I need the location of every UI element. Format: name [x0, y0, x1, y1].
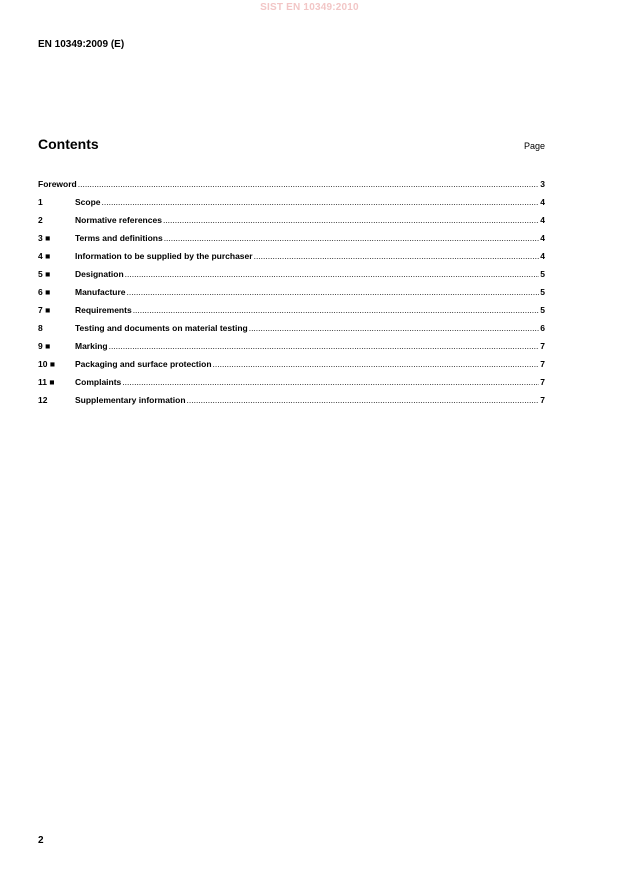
toc-entry-page: 4 — [540, 215, 545, 225]
toc-entry-number: 7 ■ — [38, 305, 51, 315]
toc-entry-page: 7 — [540, 395, 545, 405]
toc-entry-page: 6 — [540, 323, 545, 333]
contents-heading: Contents — [38, 136, 99, 152]
toc-leader-dots — [164, 229, 540, 247]
toc-entry-title: Complaints — [75, 377, 122, 387]
toc-leader-dots — [249, 319, 540, 337]
toc-entry-number: 2 — [38, 215, 43, 225]
toc-entry-title: Scope — [75, 197, 101, 207]
toc-entry-number: 10 ■ — [38, 359, 55, 369]
toc-entry-number: 1 — [38, 197, 43, 207]
toc-entry-title: Designation — [75, 269, 124, 279]
toc-entry-title: Information to be supplied by the purchaser — [75, 251, 253, 261]
toc-entry-number: 5 ■ — [38, 269, 51, 279]
toc-entry-title: Manufacture — [75, 287, 126, 297]
toc-entry-page: 4 — [540, 251, 545, 261]
toc-leader-dots — [254, 247, 540, 265]
toc-entry-supplementary-information[interactable] — [38, 391, 545, 409]
toc-entry-page: 7 — [540, 341, 545, 351]
toc-entry-testing-documents[interactable] — [38, 319, 545, 337]
page-number: 2 — [38, 835, 44, 846]
toc-entry-number: 3 ■ — [38, 233, 51, 243]
toc-entry-title: Foreword — [38, 179, 77, 189]
toc-entry-title: Marking — [75, 341, 108, 351]
toc-entry-scope[interactable] — [38, 193, 545, 211]
toc-entry-number: 9 ■ — [38, 341, 51, 351]
toc-entry-page: 7 — [540, 377, 545, 387]
toc-entry-requirements[interactable] — [38, 301, 545, 319]
toc-entry-page: 5 — [540, 269, 545, 279]
toc-leader-dots — [127, 283, 540, 301]
toc-entry-number: 11 ■ — [38, 377, 55, 387]
toc-entry-page: 3 — [540, 179, 545, 189]
toc-leader-dots — [163, 211, 539, 229]
toc-entry-number: 4 ■ — [38, 251, 51, 261]
toc-entry-title: Testing and documents on material testing — [75, 323, 248, 333]
toc-entry-page: 7 — [540, 359, 545, 369]
watermark: SIST EN 10349:2010 — [260, 2, 359, 13]
toc-entry-page: 5 — [540, 287, 545, 297]
toc-entry-title: Packaging and surface protection — [75, 359, 212, 369]
toc-entry-number: 6 ■ — [38, 287, 51, 297]
toc-entry-manufacture[interactable] — [38, 283, 545, 301]
toc-entry-foreword[interactable] — [38, 175, 545, 193]
toc-leader-dots — [213, 355, 540, 373]
toc-leader-dots — [122, 373, 539, 391]
document-id: EN 10349:2009 (E) — [38, 39, 125, 50]
toc-entry-number: 8 — [38, 323, 43, 333]
toc-entry-title: Terms and definitions — [75, 233, 163, 243]
toc-entry-page: 4 — [540, 233, 545, 243]
table-of-contents — [38, 175, 545, 409]
toc-entry-title: Supplementary information — [75, 395, 186, 405]
toc-leader-dots — [187, 391, 540, 409]
toc-leader-dots — [125, 265, 540, 283]
toc-entry-title: Requirements — [75, 305, 132, 315]
toc-leader-dots — [133, 301, 540, 319]
toc-leader-dots — [102, 193, 540, 211]
toc-entry-title: Normative references — [75, 215, 162, 225]
toc-entry-packaging[interactable] — [38, 355, 545, 373]
toc-leader-dots — [78, 175, 540, 193]
toc-entry-marking[interactable] — [38, 337, 545, 355]
toc-leader-dots — [109, 337, 540, 355]
toc-entry-page: 4 — [540, 197, 545, 207]
toc-entry-page: 5 — [540, 305, 545, 315]
page-column-label: Page — [523, 141, 545, 151]
toc-entry-terms-and-definitions[interactable] — [38, 229, 545, 247]
toc-entry-information-purchaser[interactable] — [38, 247, 545, 265]
toc-entry-normative-references[interactable] — [38, 211, 545, 229]
toc-entry-designation[interactable] — [38, 265, 545, 283]
toc-entry-number: 12 — [38, 395, 48, 405]
toc-entry-complaints[interactable] — [38, 373, 545, 391]
